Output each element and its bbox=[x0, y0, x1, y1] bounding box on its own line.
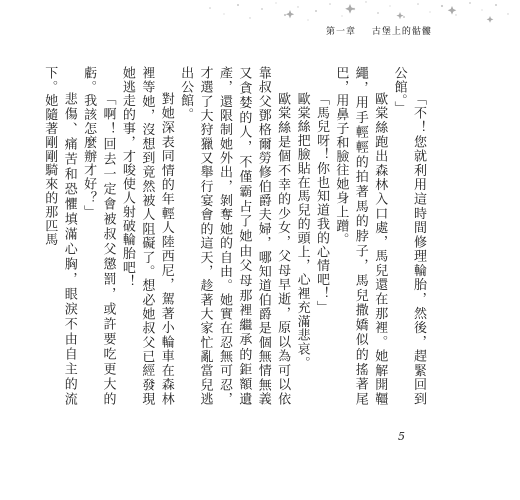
page-number: 5 bbox=[398, 430, 405, 443]
body-text bbox=[42, 66, 428, 406]
paragraph: 「不！您就利用這時間修理輪胎，然後，趕緊回到公館。」 bbox=[391, 66, 426, 406]
chapter-label: 第一章 bbox=[326, 27, 357, 37]
paragraph: 歐棠絲把臉貼在馬兒的頭上，心裡充滿悲哀。 bbox=[294, 92, 310, 370]
paragraph: 歐棠絲跑出森林入口處，馬兒還在那裡。她解開韁繩，用手輕輕的拍著馬的脖子，馬兒撒嬌似的搖著尾巴，用鼻子和臉往她身上蹭。 bbox=[333, 66, 388, 406]
chapter-title: 古堡上的骷髏 bbox=[371, 27, 432, 37]
paragraph: 悲傷、痛苦和恐懼填滿心胸，眼淚不由自主的流下。她隨著剛剛騎來的那匹馬 bbox=[42, 66, 77, 406]
paragraph: 對她深表同情的年輕人陸西尼，駕著小輪車在森林裡等她，沒想到竟然被人阻礙了。想必她叔父已經發現她逃走的事，才唆使人射破輪胎吧！ bbox=[119, 66, 174, 406]
paragraph: 「馬兒呀！你也知道我的心情吧！」 bbox=[313, 92, 329, 315]
paragraph: 「啊！回去一定會被叔父懲罰，或許要吃更大的虧。我該怎麼辦才好？」 bbox=[81, 66, 116, 406]
paragraph: 歐棠絲是個不幸的少女，父母早逝，原以為可以依靠叔父鄧格爾勞修伯爵夫婦，哪知道伯爵是個無情無義又貪婪的人，不僅霸占了她由父母那裡繼承的鉅額遺產，還限制她外出，剝奪她的自由。她實在忍無可忍，才選了大狩獵又舉行宴會的這天，趁著大家忙亂當兒逃出公館。 bbox=[178, 66, 291, 406]
running-header bbox=[326, 24, 432, 37]
